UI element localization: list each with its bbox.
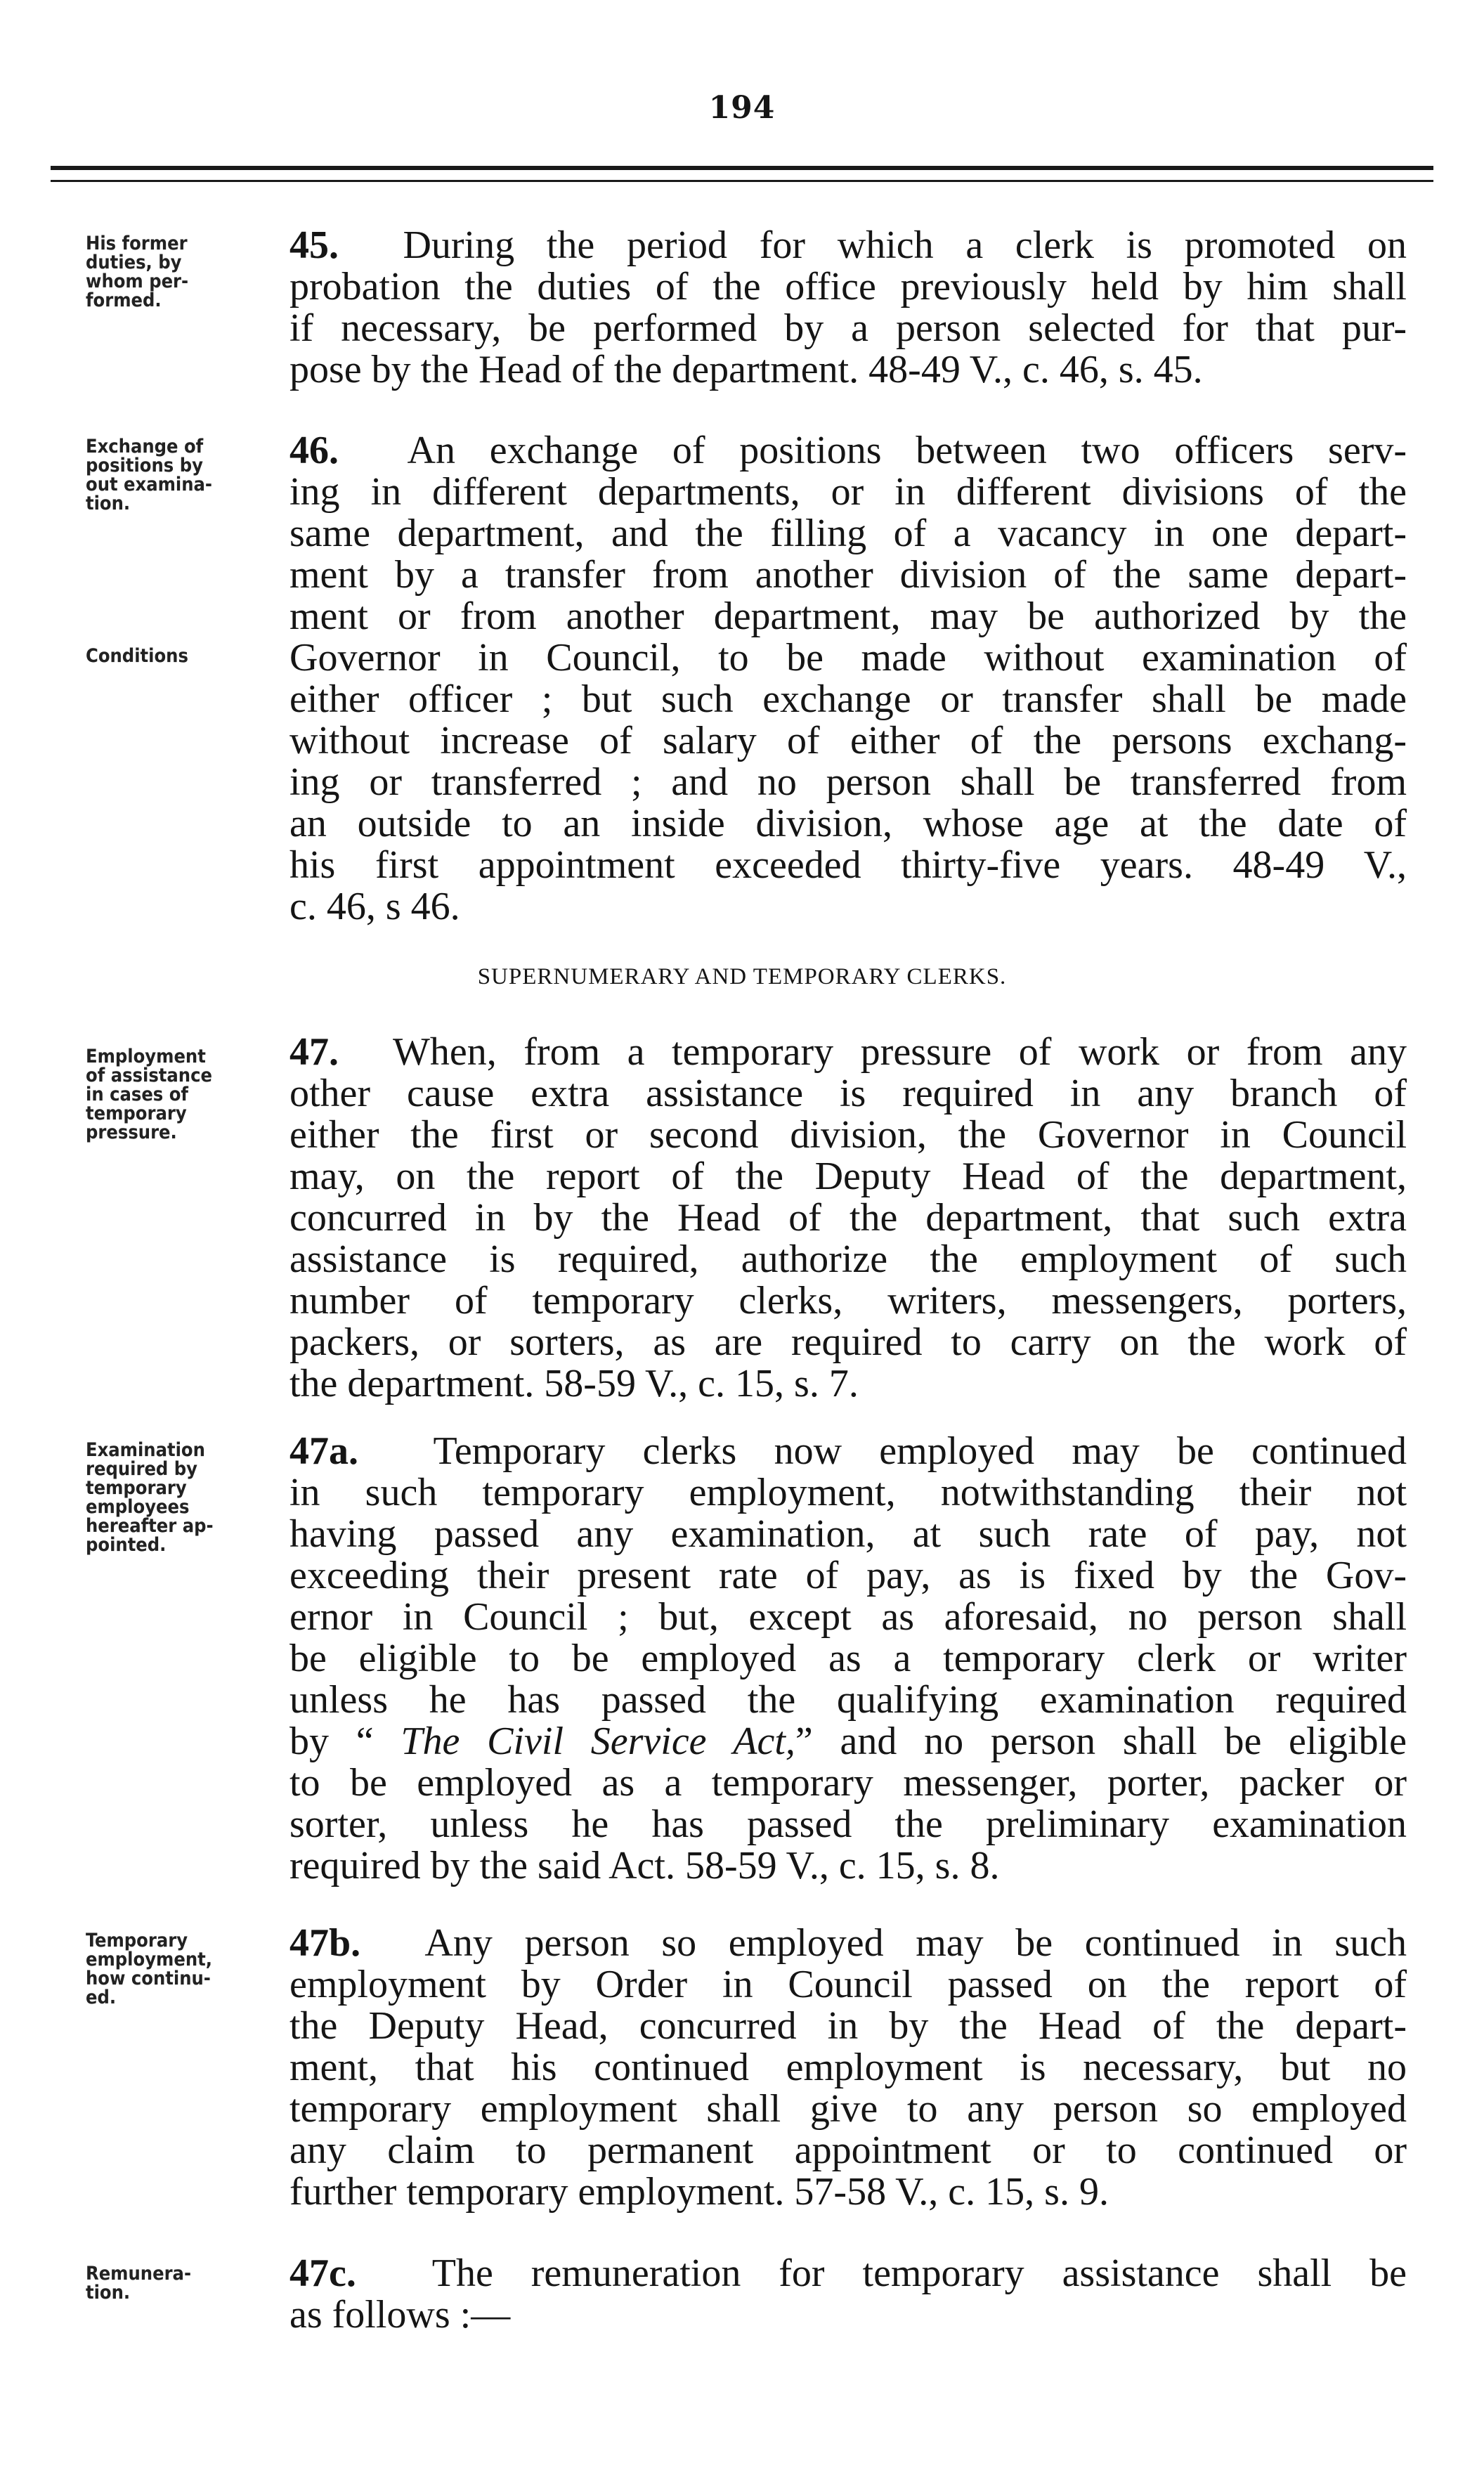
section-number: 45. [289, 223, 339, 267]
margin-note-47: Employment of assistance in cases of temporary pressure. [86, 1046, 212, 1143]
margin-note-45: His former duties, by whom per- formed. [86, 233, 189, 311]
section-number: 47c. [289, 2252, 356, 2295]
section-number: 47b. [289, 1921, 361, 1965]
page-number: 194 [708, 90, 776, 126]
section-number: 47. [289, 1030, 339, 1074]
section-47: 47. When, from a temporary pressure of work or from any other cause extra assistance is required in any branch of either the first or second division, the Governor in Council may, on the report of the Deputy Head of the department, concurred in by the Head of the department, that such extra assistance is required, authorize the employment of such number of temporary clerks, writers, messengers, porters, packers, or sorters, as are required to carry on the work of the department. 58-59 V., c. 15, s. 7. [289, 1030, 1407, 1405]
margin-note-46: Exchange of positions by out examina- tion. [86, 436, 212, 514]
margin-note-47a: Examination required by temporary employees hereafter ap- pointed. [86, 1439, 214, 1556]
section-heading: SUPERNUMERARY AND TEMPORARY CLERKS. [477, 964, 1007, 989]
section-47a: 47a. Temporary clerks now employed may be continued in such temporary employment, notwithstanding their not having passed any examination, at such rate of pay, not exceeding their present rate of pay, as is fixed by the Gov- ernor in Council ; but, except as aforesaid, no person shall be eligible to be employed as a temporary clerk or writer unless he has passed the qualifying examination required by “ The Civil Service Act,” and no person shall be eligible to be employed as a temporary messenger, porter, packer or sorter, unless he has passed the preliminary examination required by the said Act. 58-59 V., c. 15, s. 8. [289, 1429, 1407, 1888]
section-number: 47a. [289, 1429, 358, 1473]
header-rule-thick [51, 166, 1433, 170]
section-47c: 47c. The remuneration for temporary assistance shall be as follows :— [289, 2252, 1407, 2337]
margin-note-46-conditions: Conditions [86, 645, 188, 667]
section-46: 46. An exchange of positions between two officers serv- ing in different departments, or in different divisions of the same department, and the filling of a vacancy in one depart- ment by a transfer from another division of the same depart- ment or from another department, may be authorized by the Governor in Council, to be made without examination of either officer ; but such exchange or transfer shall be made without increase of salary of either of the persons exchang- ing or transferred ; and no person shall be transferred from an outside to an inside division, whose age at the date of his first appointment exceeded thirty-five years. 48-49 V., c. 46, s 46. [289, 429, 1407, 928]
section-number: 46. [289, 429, 339, 472]
header-rule-thin [51, 180, 1433, 182]
section-45: 45. During the period for which a clerk is promoted on probation the duties of the office previously held by him shall if necessary, be performed by a person selected for that pur- pose by the Head of the department. 48-49 V., c. 46, s. 45. [289, 223, 1407, 391]
margin-note-47c: Remunera- tion. [86, 2263, 192, 2304]
section-47b: 47b. Any person so employed may be continued in such employment by Order in Council passed on the report of the Deputy Head, concurred in by the Head of the depart- ment, that his continued employment is necessary, but no temporary employment shall give to any person so employed any claim to permanent appointment or to continued or further temporary employment. 57-58 V., c. 15, s. 9. [289, 1921, 1407, 2214]
margin-note-47b: Temporary employment, how continu- ed. [86, 1930, 212, 2008]
